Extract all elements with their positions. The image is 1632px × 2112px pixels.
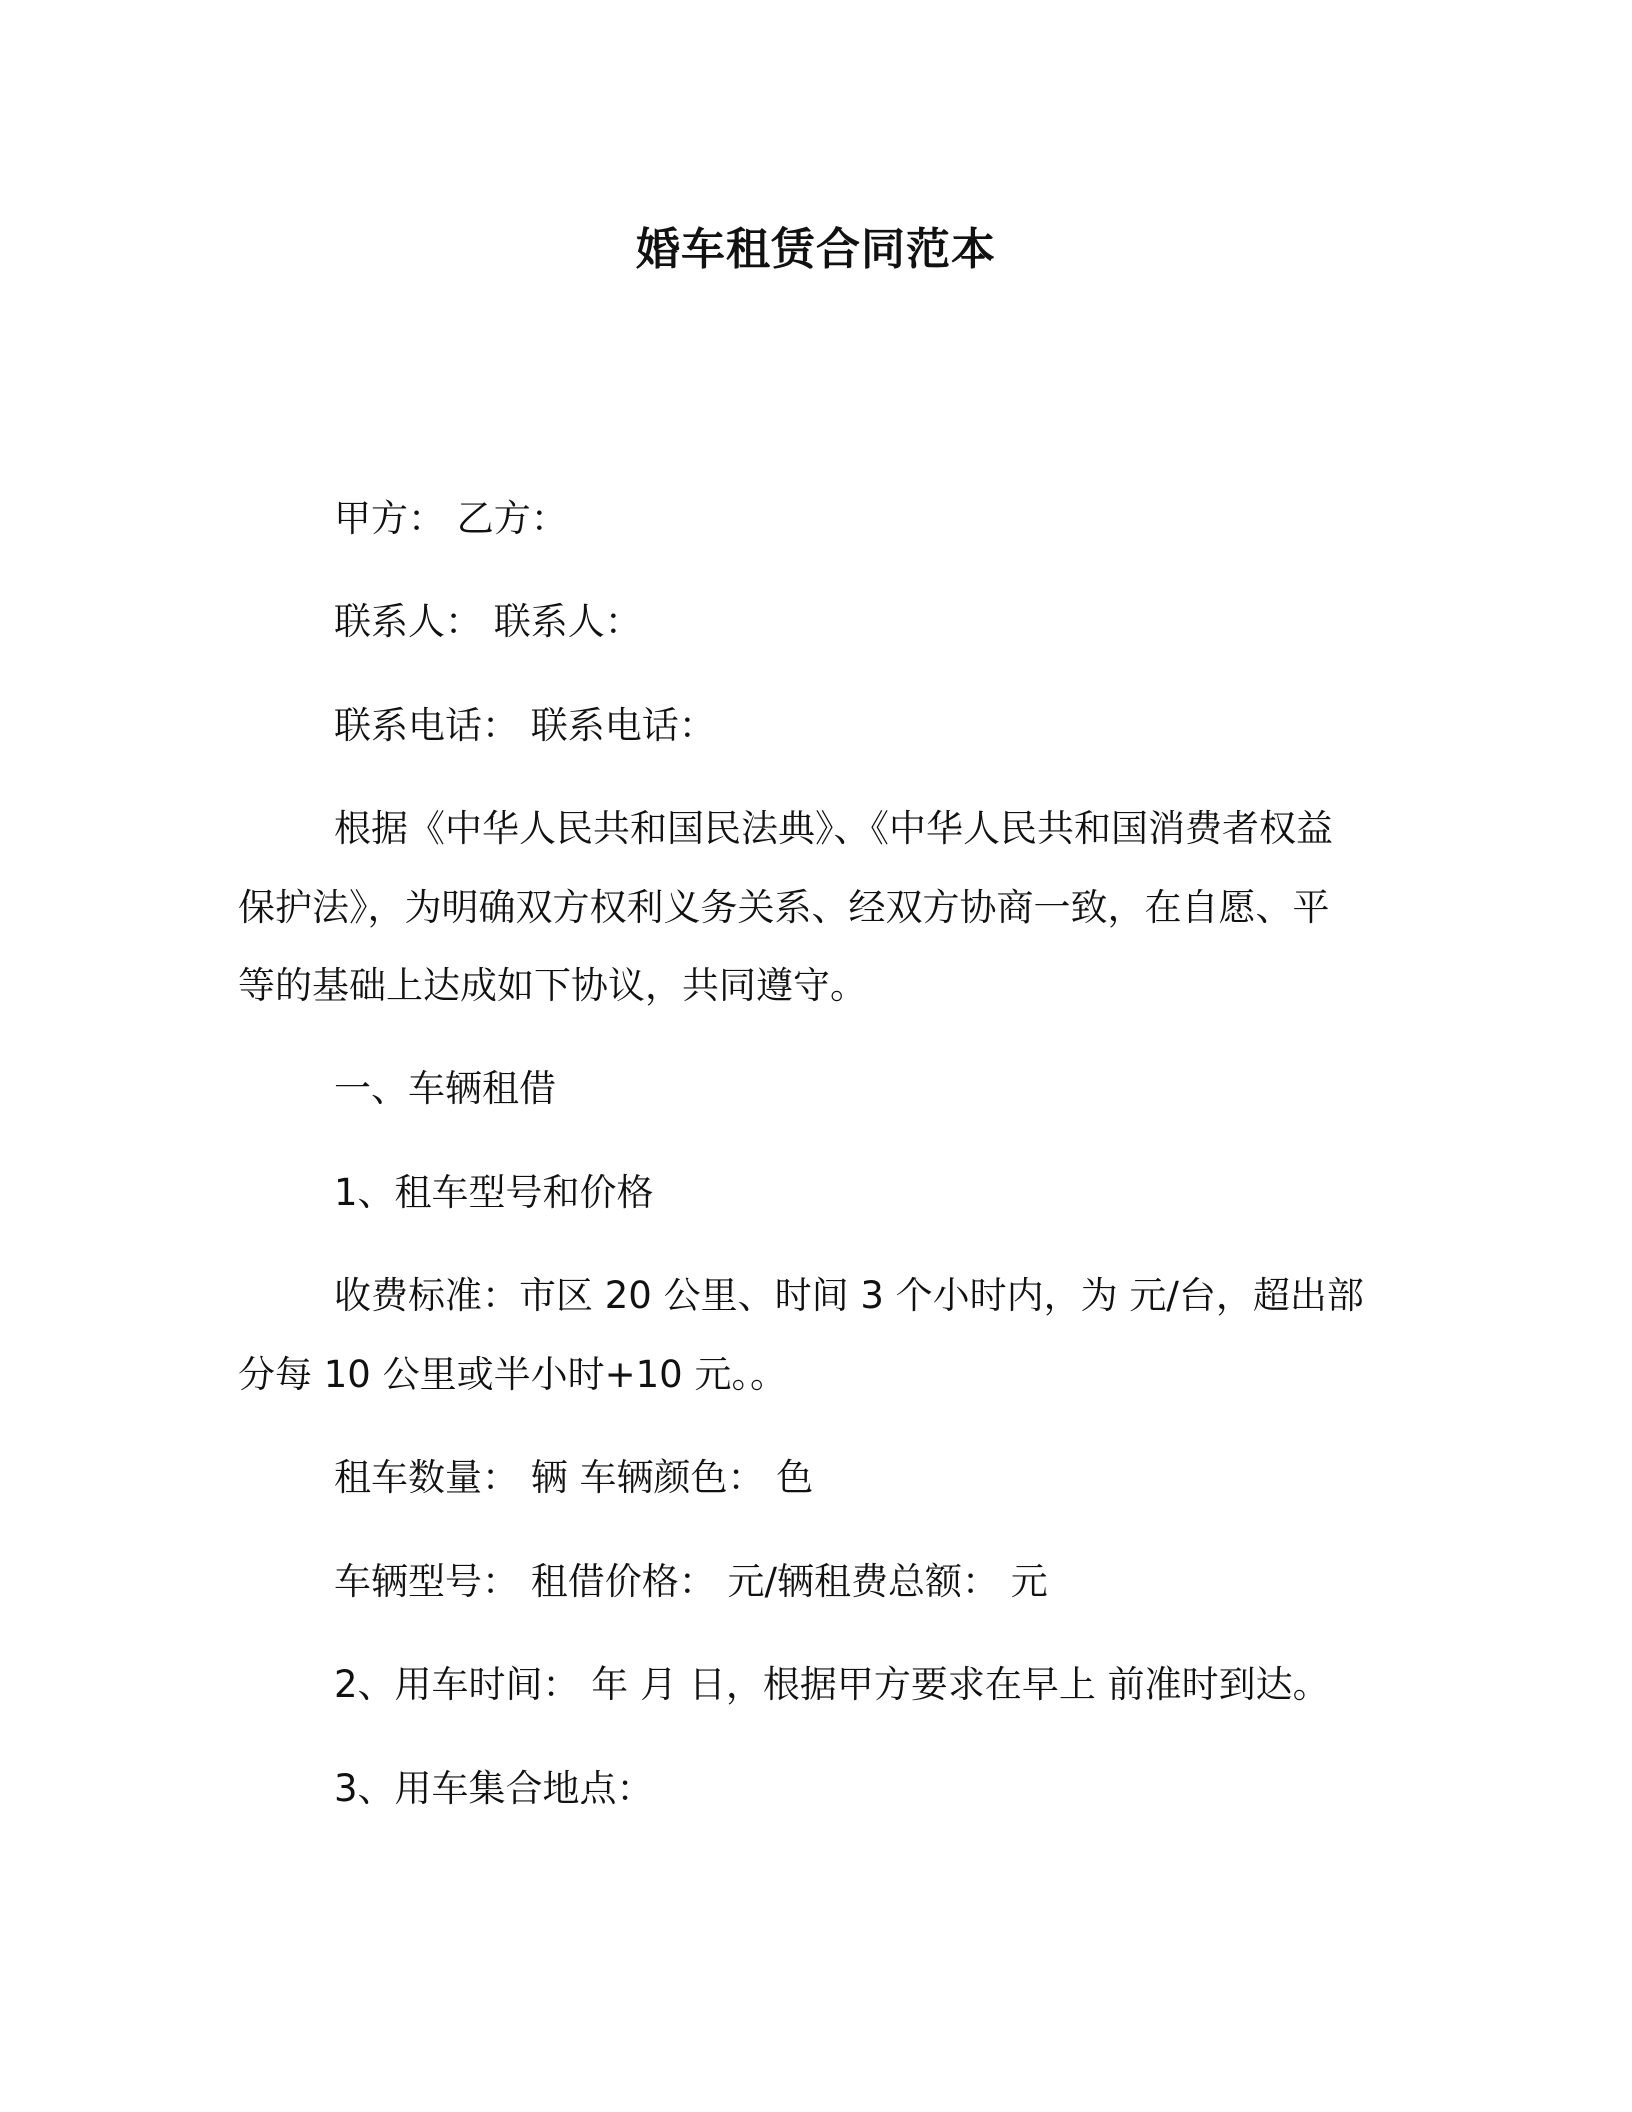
section-heading: 一、车辆租借	[334, 1067, 556, 1110]
vehicle-model-line: 车辆型号： 租借价格： 元/辆租费总额： 元	[334, 1560, 1048, 1603]
party-line: 甲方： 乙方：	[334, 497, 568, 540]
contact-person-line: 联系人： 联系人：	[334, 600, 642, 643]
rental-quantity-line: 租车数量： 辆 车辆颜色： 色	[334, 1456, 814, 1499]
preamble-line-1: 根据《中华人民共和国民法典》、《中华人民共和国消费者权益	[334, 807, 1333, 850]
contact-phone-line: 联系电话： 联系电话：	[334, 704, 716, 747]
usage-time-line: 2、用车时间： 年 月 日，根据甲方要求在早上 前准时到达。	[334, 1663, 1330, 1706]
preamble-line-3: 等的基础上达成如下协议，共同遵守。	[238, 964, 867, 1007]
document-title: 婚车租赁合同范本	[636, 224, 996, 275]
clause-heading: 1、租车型号和价格	[334, 1171, 654, 1214]
preamble-line-2: 保护法》，为明确双方权利义务关系、经双方协商一致，在自愿、平	[238, 886, 1330, 929]
fee-standard-line-1: 收费标准：市区 20 公里、时间 3 个小时内，为 元/台，超出部	[334, 1274, 1364, 1317]
meeting-place-line: 3、用车集合地点：	[334, 1767, 654, 1810]
fee-standard-line-2: 分每 10 公里或半小时+10 元。。	[238, 1353, 787, 1396]
